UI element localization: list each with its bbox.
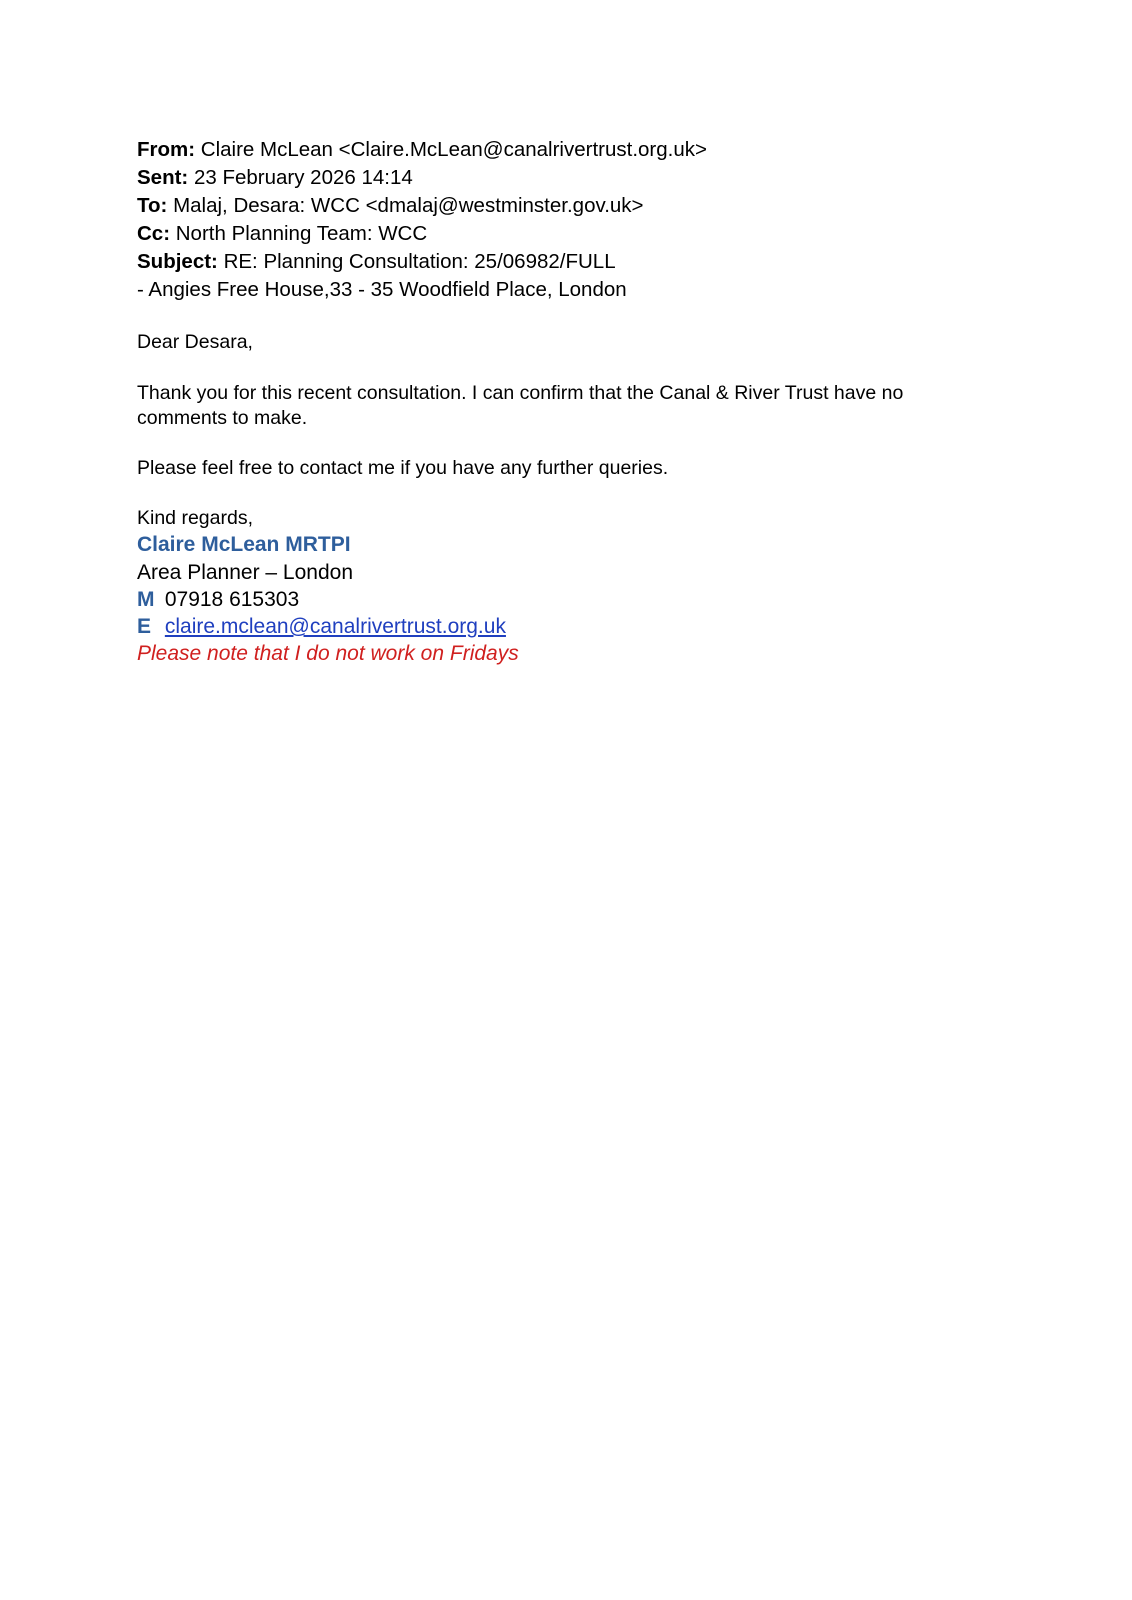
from-line (137, 136, 997, 164)
body-paragraph-2: Please feel free to contact me if you have any further queries. (137, 457, 669, 479)
sent-line (137, 164, 997, 192)
subject-label: Subject: (137, 250, 218, 273)
signature-name: Claire McLean MRTPI (137, 533, 351, 556)
sent-label: Sent: (137, 166, 189, 189)
subject-value: RE: Planning Consultation: 25/06982/FULL (223, 250, 616, 273)
email-letter: E (137, 615, 152, 638)
signature-email (137, 613, 997, 640)
signature-mobile (137, 586, 997, 613)
from-label: From: (137, 138, 196, 161)
sent-value: 23 February 2026 14:14 (193, 166, 413, 189)
signature-role: Area Planner – London (137, 561, 353, 584)
cc-value: North Planning Team: WCC (175, 222, 428, 245)
email-link[interactable]: claire.mclean@canalrivertrust.org.uk (164, 615, 506, 638)
to-label: To: (137, 194, 168, 217)
subject-continuation: - Angies Free House,33 - 35 Woodfield Place, London (137, 278, 627, 301)
mobile-number: 07918 615303 (164, 588, 300, 611)
cc-label: Cc: (137, 222, 171, 245)
cc-line (137, 220, 997, 248)
greeting: Dear Desara, (137, 331, 253, 353)
availability-note: Please note that I do not work on Fridays (137, 642, 519, 665)
body-paragraph-1: Thank you for this recent consultation. I can confirm that the Canal & River Trust have no comments to make. (137, 382, 904, 429)
mobile-letter: M (137, 588, 155, 611)
email-message (137, 136, 997, 667)
from-value: Claire McLean <Claire.McLean@canalrivertrust.org.uk> (200, 138, 707, 161)
subject-line (137, 248, 997, 276)
to-value: Malaj, Desara: WCC <dmalaj@westminster.gov.uk> (173, 194, 644, 217)
sign-off: Kind regards, (137, 507, 253, 529)
to-line (137, 192, 997, 220)
